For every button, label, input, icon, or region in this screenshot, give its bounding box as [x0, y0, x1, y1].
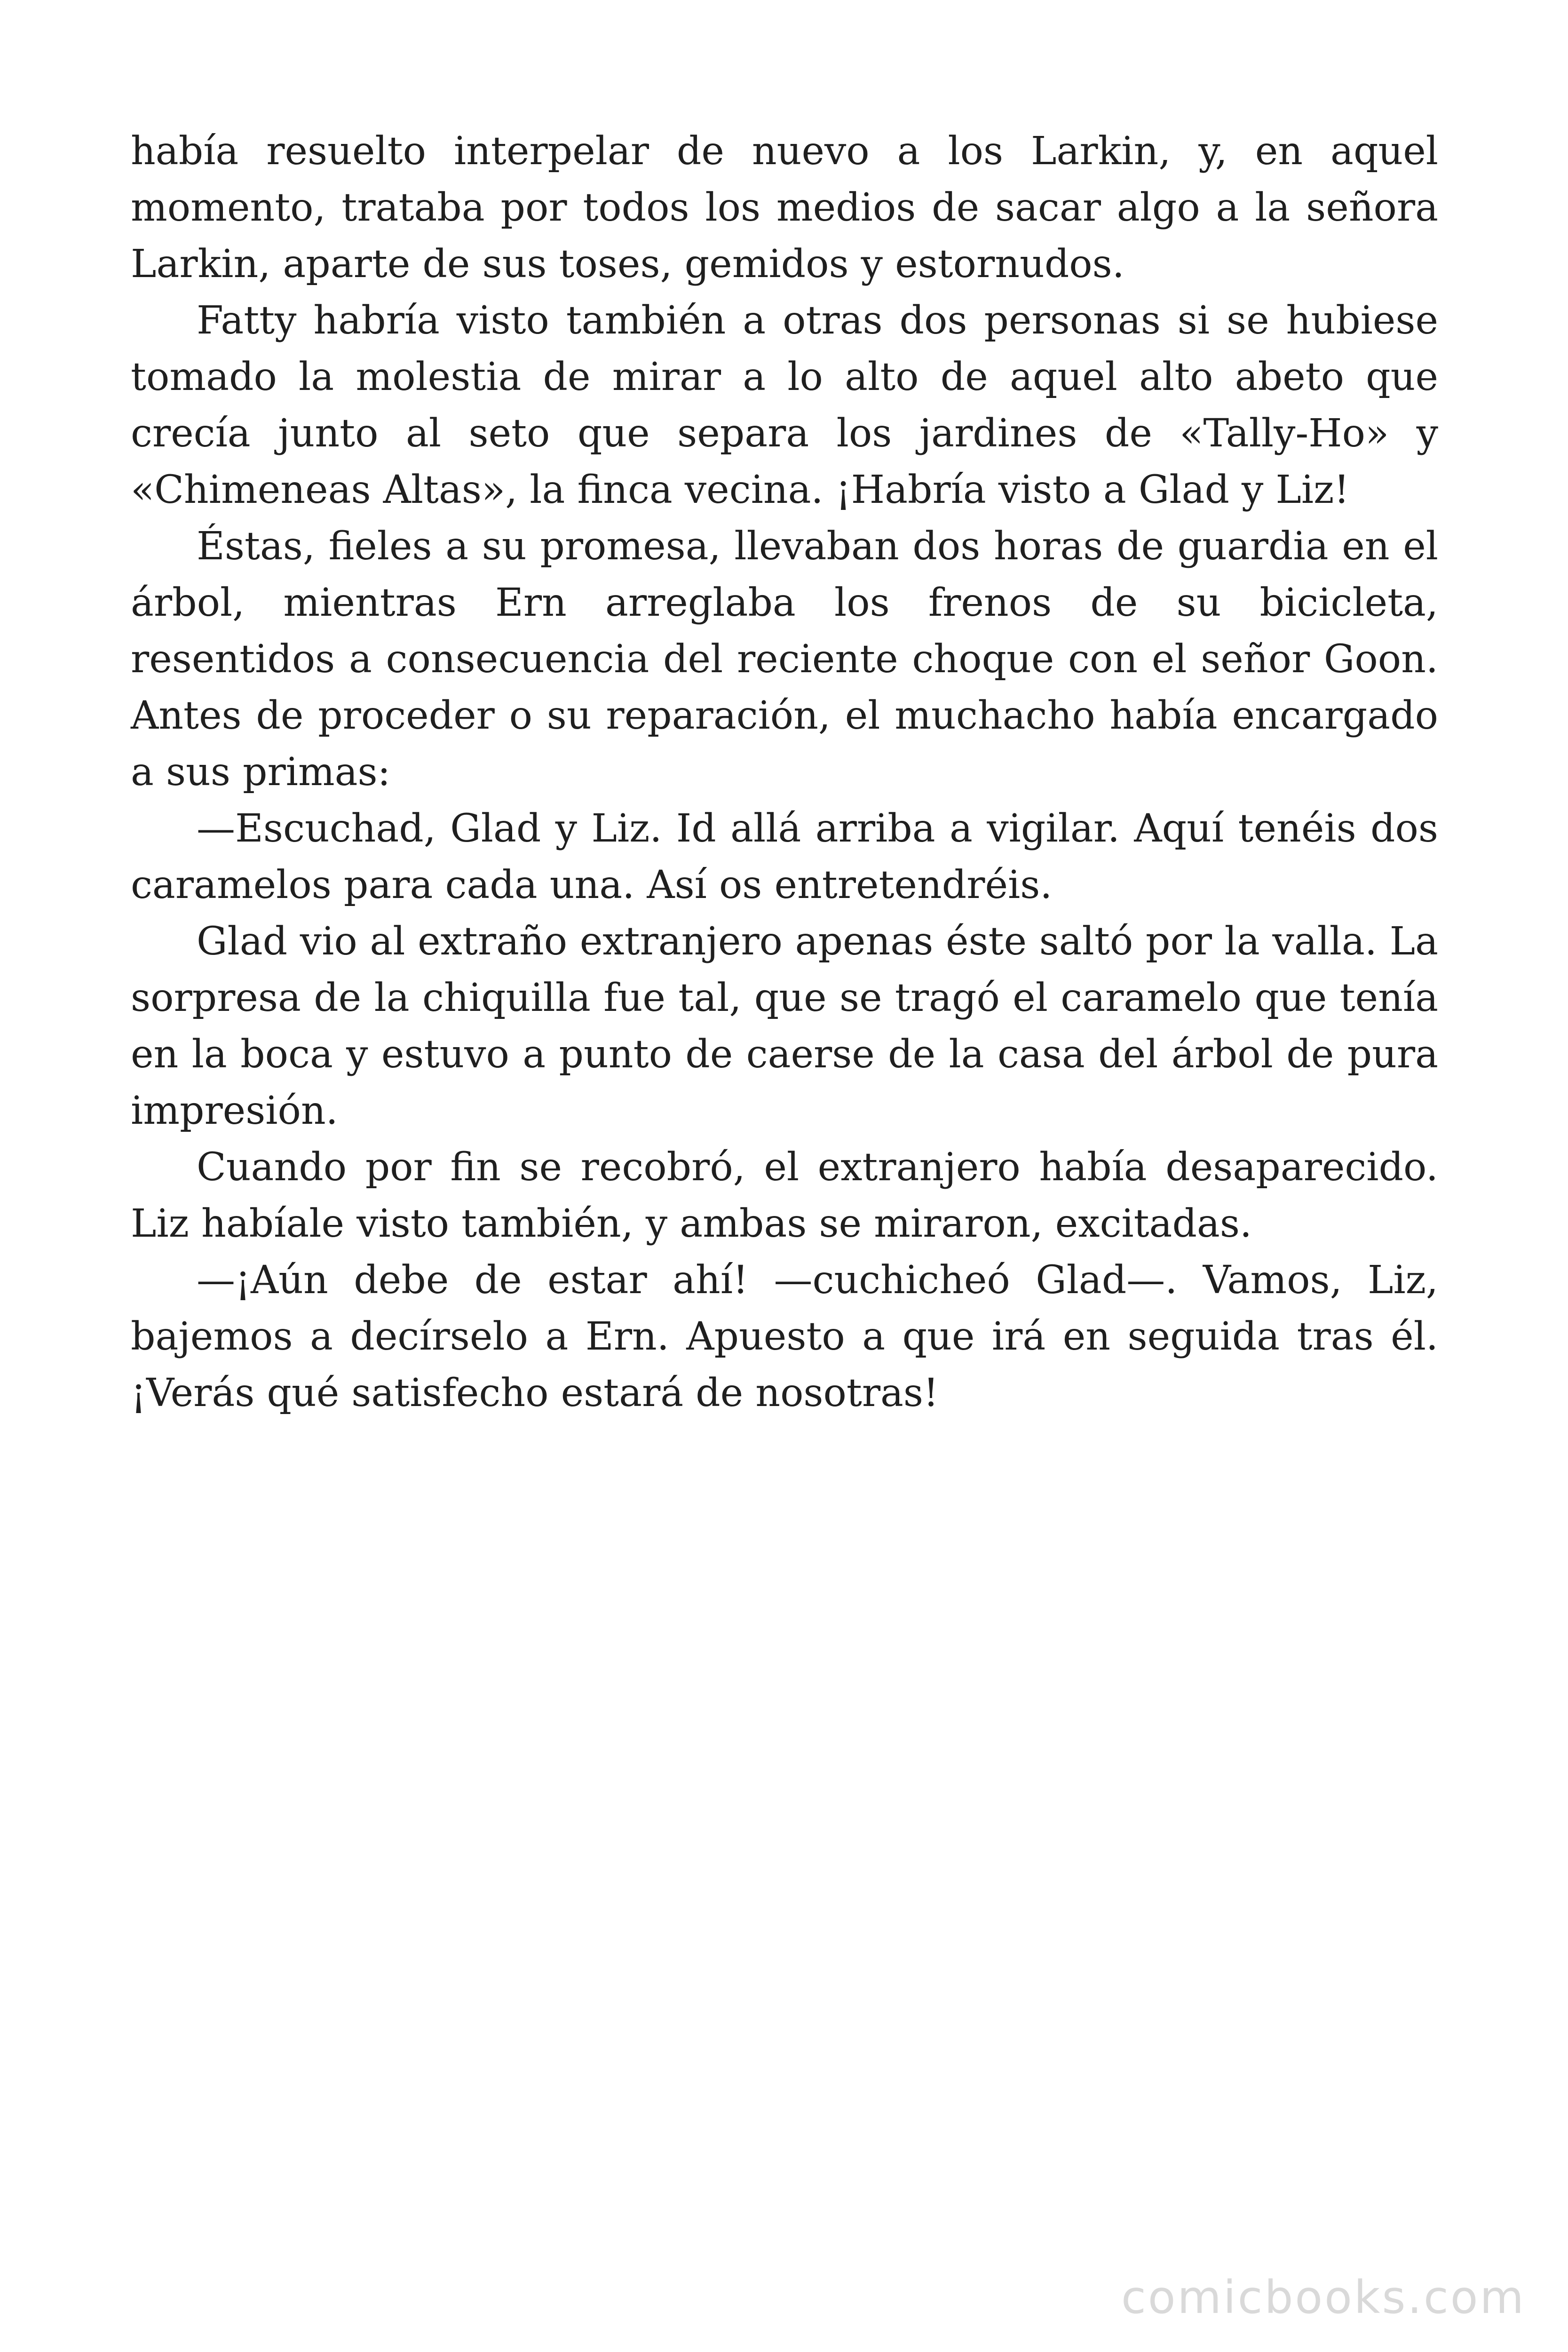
dialogue-paragraph: —¡Aún debe de estar ahí! —cuchicheó Glad—. Vamos, Liz, bajemos a decírselo a Ern. Apuesto a que irá en seguida tras él. ¡Verás qué satisfecho estará de nosotras!: [131, 1258, 1438, 1415]
paragraph: Glad vio al extraño extranjero apenas éste saltó por la valla. La sorpresa de la chiquilla fue tal, que se tragó el caramelo que tenía en la boca y estuvo a punto de caerse de la casa del árbol de pura impresión.: [131, 919, 1438, 1133]
paragraph: Éstas, fieles a su promesa, llevaban dos horas de guardia en el árbol, mientras Ern arreglaba los frenos de su bicicleta, resentidos a consecuencia del reciente choque con el señor Goon. Antes de proceder o su reparación, el muchacho había encargado a sus primas:: [131, 524, 1438, 795]
body-text: [131, 123, 1438, 1422]
dialogue-paragraph: —Escuchad, Glad y Liz. Id allá arriba a vigilar. Aquí tenéis dos caramelos para cada una. Así os entretendréis.: [131, 806, 1438, 907]
paragraph-continued: había resuelto interpelar de nuevo a los Larkin, y, en aquel momento, trataba por todos los medios de sacar algo a la señora Larkin, aparte de sus toses, gemidos y estornudos.: [131, 129, 1438, 286]
paragraph: Fatty habría visto también a otras dos personas si se hubiese tomado la molestia de mirar a lo alto de aquel alto abeto que crecía junto al seto que separa los jardines de «Tally-Ho» y «Chimeneas Altas», la finca vecina. ¡Habría visto a Glad y Liz!: [131, 298, 1438, 512]
watermark: comicbooks.com: [1121, 2271, 1526, 2324]
paragraph: Cuando por fin se recobró, el extranjero había desaparecido. Liz habíale visto también, y ambas se miraron, excitadas.: [131, 1145, 1438, 1246]
